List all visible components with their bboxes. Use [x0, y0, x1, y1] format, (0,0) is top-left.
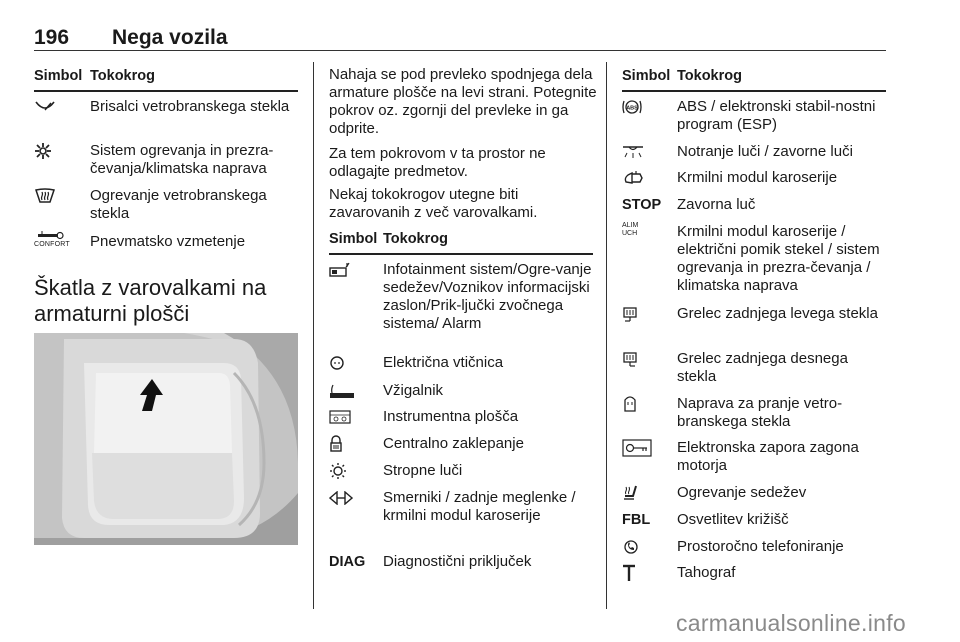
- table-row: [622, 511, 886, 529]
- windscreen-heat-icon: [34, 187, 82, 205]
- column-divider: [313, 62, 314, 609]
- interior-light-icon: [622, 143, 670, 161]
- handsfree-icon: [622, 538, 670, 556]
- section-title: Nega vozila: [112, 26, 228, 49]
- row-description: Elektronska zapora zagona motorja: [677, 439, 859, 474]
- table-row: [329, 435, 593, 453]
- table-row: [622, 196, 886, 214]
- table-row: [329, 553, 593, 571]
- row-description: Notranje luči / zavorne luči: [677, 143, 853, 160]
- svg-text:ABS: ABS: [626, 105, 638, 112]
- table-row: [329, 489, 593, 525]
- circuit-column-header: Tokokrog: [90, 68, 155, 84]
- fuse-box-note-paragraph: Nekaj tokokrogov utegne biti zavarovanih z več varovalkami.: [329, 186, 538, 221]
- row-description: Infotainment sistem/Ogre-vanje sedežev/Voznikov informacijski zaslon/Prik-ljučki zvočnega sistema/ Alarm: [383, 261, 592, 332]
- column-divider: [606, 62, 607, 609]
- middle-symbol-table: [329, 229, 593, 570]
- central-lock-icon: [329, 435, 377, 453]
- row-description: Električna vtičnica: [383, 354, 504, 371]
- row-description: Grelec zadnjega levega stekla: [677, 305, 878, 322]
- power-socket-icon: [329, 354, 377, 372]
- table-row: [34, 233, 298, 251]
- row-description: Vžigalnik: [383, 382, 444, 399]
- table-header: [34, 66, 298, 92]
- wiper-icon: [34, 98, 82, 116]
- table-row: [329, 354, 593, 372]
- abs-icon: [622, 98, 670, 116]
- symbol-column-header: Simbol: [622, 68, 671, 84]
- page-number: 196: [34, 26, 70, 49]
- confort-label: CONFORT: [34, 241, 70, 248]
- table-row: [329, 408, 593, 426]
- table-row: [34, 187, 298, 223]
- uch-label: UCH: [622, 230, 638, 237]
- table-header: [622, 66, 886, 92]
- table-row: [329, 462, 593, 480]
- table-row: [622, 143, 886, 161]
- infotainment-icon: [329, 261, 377, 279]
- table-row: [622, 538, 886, 556]
- table-row: [622, 439, 886, 475]
- row-description: Grelec zadnjega desnega stekla: [677, 350, 848, 385]
- row-description: Tahograf: [677, 564, 736, 581]
- row-description: Ogrevanje sedežev: [677, 484, 807, 501]
- body-module-icon: [622, 169, 670, 187]
- header-rule: [34, 50, 886, 51]
- alim-label: ALIM: [622, 222, 639, 229]
- ceiling-light-icon: [329, 462, 377, 480]
- tachograph-icon: [622, 564, 670, 582]
- confort-icon: [34, 231, 82, 255]
- row-description: Stropne luči: [383, 462, 463, 479]
- row-description: Smerniki / zadnje meglenke / krmilni modul karoserije: [383, 489, 576, 524]
- row-description: Krmilni modul karoserije: [677, 169, 838, 186]
- row-description: Brisalci vetrobranskega stekla: [90, 98, 290, 115]
- symbol-column-header: Simbol: [329, 231, 378, 247]
- stop-symbol: STOP: [622, 197, 662, 213]
- table-row: [622, 223, 886, 295]
- symbol-column-header: Simbol: [34, 68, 83, 84]
- watermark: carmanualsonline.info: [675, 610, 906, 636]
- table-row: [622, 350, 886, 386]
- fuse-box-illustration: [34, 333, 298, 545]
- table-row: [34, 98, 298, 116]
- alim-uch-icon: [622, 222, 670, 244]
- turn-signal-icon: [329, 489, 377, 507]
- fuse-box-warning-paragraph: Za tem pokrovom v ta prostor ne odlagajte predmetov.: [329, 145, 546, 180]
- page-header: [34, 26, 886, 52]
- row-description: Instrumentna plošča: [383, 408, 519, 425]
- row-description: Ogrevanje vetrobranskega stekla: [90, 187, 267, 222]
- row-description: Diagnostični priključek: [383, 553, 532, 570]
- fuse-box-heading: Škatla z varovalkami na armaturni plošči: [34, 275, 267, 326]
- table-row: [622, 395, 886, 431]
- immobiliser-key-icon: [622, 439, 670, 457]
- rear-heat-left-icon: [622, 305, 670, 323]
- row-description: Krmilni modul karoserije / električni pomik stekel / sistem ogrevanja in prezra-čevanja / klimatska naprava: [677, 223, 880, 294]
- fan-icon: [34, 142, 82, 160]
- right-symbol-table: [622, 66, 886, 581]
- table-row: [622, 484, 886, 502]
- rear-heat-right-icon: [622, 350, 670, 368]
- diag-symbol: DIAG: [329, 554, 366, 570]
- row-description: ABS / elektronski stabil-nostni program (ESP): [677, 98, 876, 133]
- row-description: Zavorna luč: [677, 196, 756, 213]
- row-description: Osvetlitev križišč: [677, 511, 789, 528]
- table-row: [329, 261, 593, 333]
- row-description: Prostoročno telefoniranje: [677, 538, 844, 555]
- instrument-panel-icon: [329, 408, 377, 426]
- circuit-column-header: Tokokrog: [383, 231, 448, 247]
- row-description: Naprava za pranje vetro-branskega stekla: [677, 395, 843, 430]
- cigarette-lighter-icon: [329, 382, 377, 400]
- table-row: [622, 305, 886, 323]
- seat-heat-icon: [622, 484, 670, 502]
- table-row: [622, 169, 886, 187]
- row-description: Centralno zaklepanje: [383, 435, 524, 452]
- table-row: [622, 98, 886, 134]
- row-description: Pnevmatsko vzmetenje: [90, 233, 246, 250]
- table-row: [622, 564, 886, 582]
- table-row: [329, 382, 593, 400]
- circuit-column-header: Tokokrog: [677, 68, 742, 84]
- washer-icon: [622, 395, 670, 413]
- table-row: [34, 142, 298, 178]
- table-header: [329, 229, 593, 255]
- fbl-symbol: FBL: [622, 512, 651, 528]
- left-symbol-table: [34, 66, 298, 250]
- fuse-box-location-paragraph: Nahaja se pod prevleko spodnjega dela armature plošče na levi strani. Potegnite pokrov oz. zgornji del prevleke in ga odprite.: [329, 66, 597, 137]
- row-description: Sistem ogrevanja in prezra-čevanja/klimatska naprava: [90, 142, 274, 177]
